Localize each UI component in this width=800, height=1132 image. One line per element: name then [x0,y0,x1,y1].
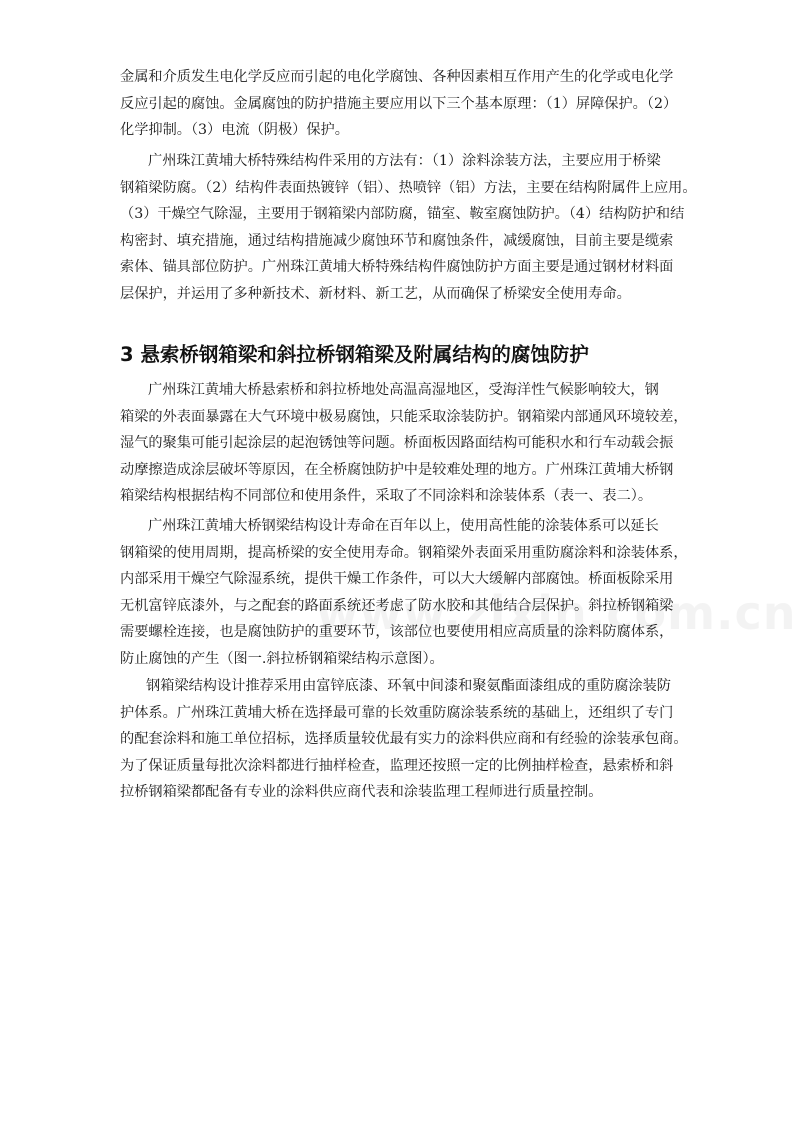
text-line: 广州珠江黄埔大桥悬索桥和斜拉桥地处高温高湿地区，受海洋性气候影响较大，钢 [148,382,659,398]
paragraph-corrosion-principles [120,64,700,144]
text-line: 为了保证质量每批次涂料都进行抽样检查，监理还按照一定的比例抽样检查，悬索桥和斜 [120,757,674,774]
text-line: 钢箱梁结构设计推荐采用由富锌底漆、环氧中间漆和聚氨酯面漆组成的重防腐涂装防 [146,678,671,694]
section-3-heading: 3 悬索桥钢箱梁和斜拉桥钢箱梁及附属结构的腐蚀防护 [120,343,589,366]
text-line: 动摩擦造成涂层破坏等原因，在全桥腐蚀防护中是较难处理的地方。广州珠江黄埔大桥钢 [120,461,674,478]
text-line: 钢箱梁的使用周期，提高桥梁的安全使用寿命。钢箱梁外表面采用重防腐涂料和涂装体系， [120,544,688,561]
text-line: 防止腐蚀的产生（图一.斜拉桥钢箱梁结构示意图）。 [120,650,444,667]
text-line: 箱梁的外表面暴露在大气环境中极易腐蚀，只能采取涂装防护。钢箱梁内部通风环境较差， [120,408,688,425]
text-line: 无机富锌底漆外，与之配套的路面系统还考虑了防水胶和其他结合层保护。斜拉桥钢箱梁 [120,597,674,614]
site-watermark [316,586,797,640]
text-line: 金属和介质发生电化学反应而引起的电化学腐蚀、各种因素相互作用产生的化学或电化学 [120,69,674,85]
text-line: 构密封、填充措施，通过结构措施减少腐蚀环节和腐蚀条件，减缓腐蚀，目前主要是缆索 [120,232,674,249]
text-line: 钢箱梁防腐。（2）结构件表面热镀锌（铝）、热喷锌（铝）方法，主要在结构附属件上应用。 [120,179,697,196]
text-line: 湿气的聚集可能引起涂层的起泡锈蚀等问题。桥面板因路面结构可能积水和行车动载会振 [120,435,674,451]
text-line: 广州珠江黄埔大桥钢梁结构设计寿命在百年以上，使用高性能的涂装体系可以延长 [148,518,659,534]
text-line: 索体、锚具部位防护。广州珠江黄埔大桥特殊结构件腐蚀防护方面主要是通过钢材材料面 [120,259,674,275]
paragraph-special-structure-methods [120,148,700,307]
text-line: 需要螺栓连接，也是腐蚀防护的重要环节，该部位也要使用相应高质量的涂料防腐体系， [120,624,674,640]
text-line: 拉桥钢箱梁都配备有专业的涂料供应商代表和涂装监理工程师进行质量控制。 [120,784,603,800]
text-line: 箱梁结构根据结构不同部位和使用条件，采取了不同涂料和涂装体系（表一、表二）。 [120,488,653,504]
text-line: 层保护，并运用了多种新技术、新材料、新工艺，从而确保了桥梁安全使用寿命。 [120,285,631,302]
text-line: 内部采用干燥空气除湿系统，提供干燥工作条件，可以大大缓解内部腐蚀。桥面板除采用 [120,571,674,587]
text-line: 护体系。广州珠江黄埔大桥在选择最可靠的长效重防腐涂装系统的基础上，还组织了专门 [120,704,674,721]
text-line: 的配套涂料和施工单位招标，选择质量较优最有实力的涂料供应商和有经验的涂装承包商。 [120,731,688,747]
text-line: （3）干燥空气除湿，主要用于钢箱梁内部防腐，锚室、鞍室腐蚀防护。（4）结构防护和结 [120,206,685,222]
paragraph-coating-system [120,673,700,806]
text-line: 化学抑制。（3）电流（阴极）保护。 [120,122,349,138]
text-line: 广州珠江黄埔大桥特殊结构件采用的方法有：（1）涂料涂装方法，主要应用于桥梁 [148,153,661,169]
paragraph-environment [120,377,700,510]
text-line: 反应引起的腐蚀。金属腐蚀的防护措施主要应用以下三个基本原理：（1）屏障保护。（2） [120,95,678,112]
